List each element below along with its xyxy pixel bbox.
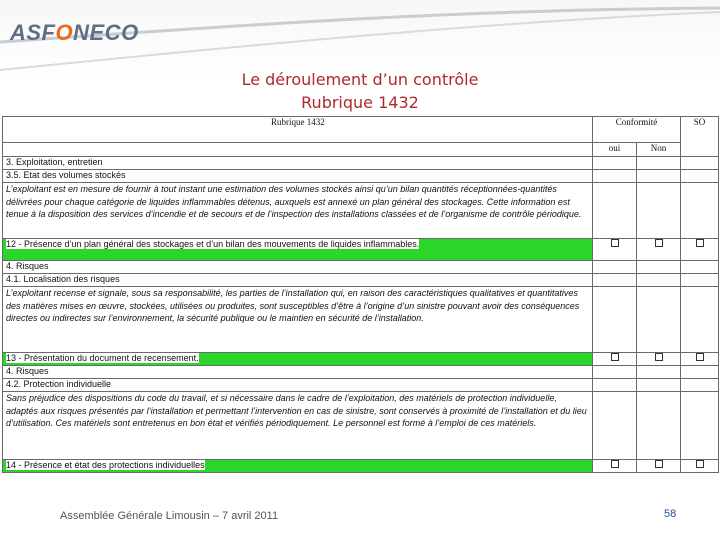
paragraph-4-1: L’exploitant recense et signale, sous sa responsabilité, les parties de l’installation qui, en raison des caractéristiques qualitatives et quantitatives des matières mises en œuvre, stockées, utilisées ou produites, sont susceptibles d’être à l’origine d’un sinistre pouvant avoir des conséquences directes ou indirectes sur l’environnement, la sécurité publique ou le maintien en sécurité de l’installation.: [3, 287, 593, 353]
checkbox-oui-14[interactable]: [611, 460, 619, 468]
checkbox-non-13[interactable]: [655, 353, 663, 361]
checkbox-so-12[interactable]: [696, 239, 704, 247]
item-14: 14 - Présence et état des protections individuelles: [3, 460, 593, 473]
section-risques-2: 4. Risques: [3, 366, 593, 379]
footer-text: Assemblée Générale Limousin – 7 avril 2011: [60, 510, 279, 522]
checkbox-oui-12[interactable]: [611, 239, 619, 247]
header-non: Non: [637, 143, 681, 157]
paragraph-3-5: L’exploitant est en mesure de fournir à tout instant une estimation des volumes stockés ainsi qu’un bilan quantités réceptionnées-quantités délivrées pour chaque catégorie de liquides inflammables détenus, auxquels est annexé un plan général des stockages. Cette information est tenue à la disposition des services d’incendie et de secours et de l’inspection des installations classées et de l’organisme de contrôle périodique.: [3, 183, 593, 239]
header-conformite: Conformité: [593, 117, 681, 143]
page-number: 58: [664, 508, 677, 520]
slide-title: Le déroulement d’un contrôle: [241, 70, 479, 89]
header-so: SO: [681, 117, 719, 157]
checklist-table: [2, 116, 719, 473]
checkbox-oui-13[interactable]: [611, 353, 619, 361]
asfoneco-logo: ASFONECO: [10, 20, 139, 45]
subsection-4-1: 4.1. Localisation des risques: [3, 274, 593, 287]
paragraph-4-2: Sans préjudice des dispositions du code du travail, et si nécessaire dans le cadre de l’exploitation, des matériels de protection individuelle, adaptés aux risques présentés par l’installation et permettant l’intervention en cas de sinistre, sont conservés à proximité de l’installation et du lieu d’utilisation. Ces matériels sont entretenus en bon état et vérifiés périodiquement. Le personnel est formé à l’emploi de ces matériels.: [3, 392, 593, 460]
section-exploitation: 3. Exploitation, entretien: [3, 157, 593, 170]
checkbox-non-14[interactable]: [655, 460, 663, 468]
header-rubrique: Rubrique 1432: [3, 117, 593, 143]
checkbox-non-12[interactable]: [655, 239, 663, 247]
checkbox-so-14[interactable]: [696, 460, 704, 468]
subsection-4-2: 4.2. Protection individuelle: [3, 379, 593, 392]
slide-subtitle: Rubrique 1432: [301, 93, 419, 112]
section-risques: 4. Risques: [3, 261, 593, 274]
checkbox-so-13[interactable]: [696, 353, 704, 361]
item-13: 13 - Présentation du document de recensement.: [3, 353, 593, 366]
item-12: 12 - Présence d’un plan général des stockages et d’un bilan des mouvements de liquides inflammables.: [3, 239, 593, 261]
header-oui: oui: [593, 143, 637, 157]
subsection-3-5: 3.5. Etat des volumes stockés: [3, 170, 593, 183]
